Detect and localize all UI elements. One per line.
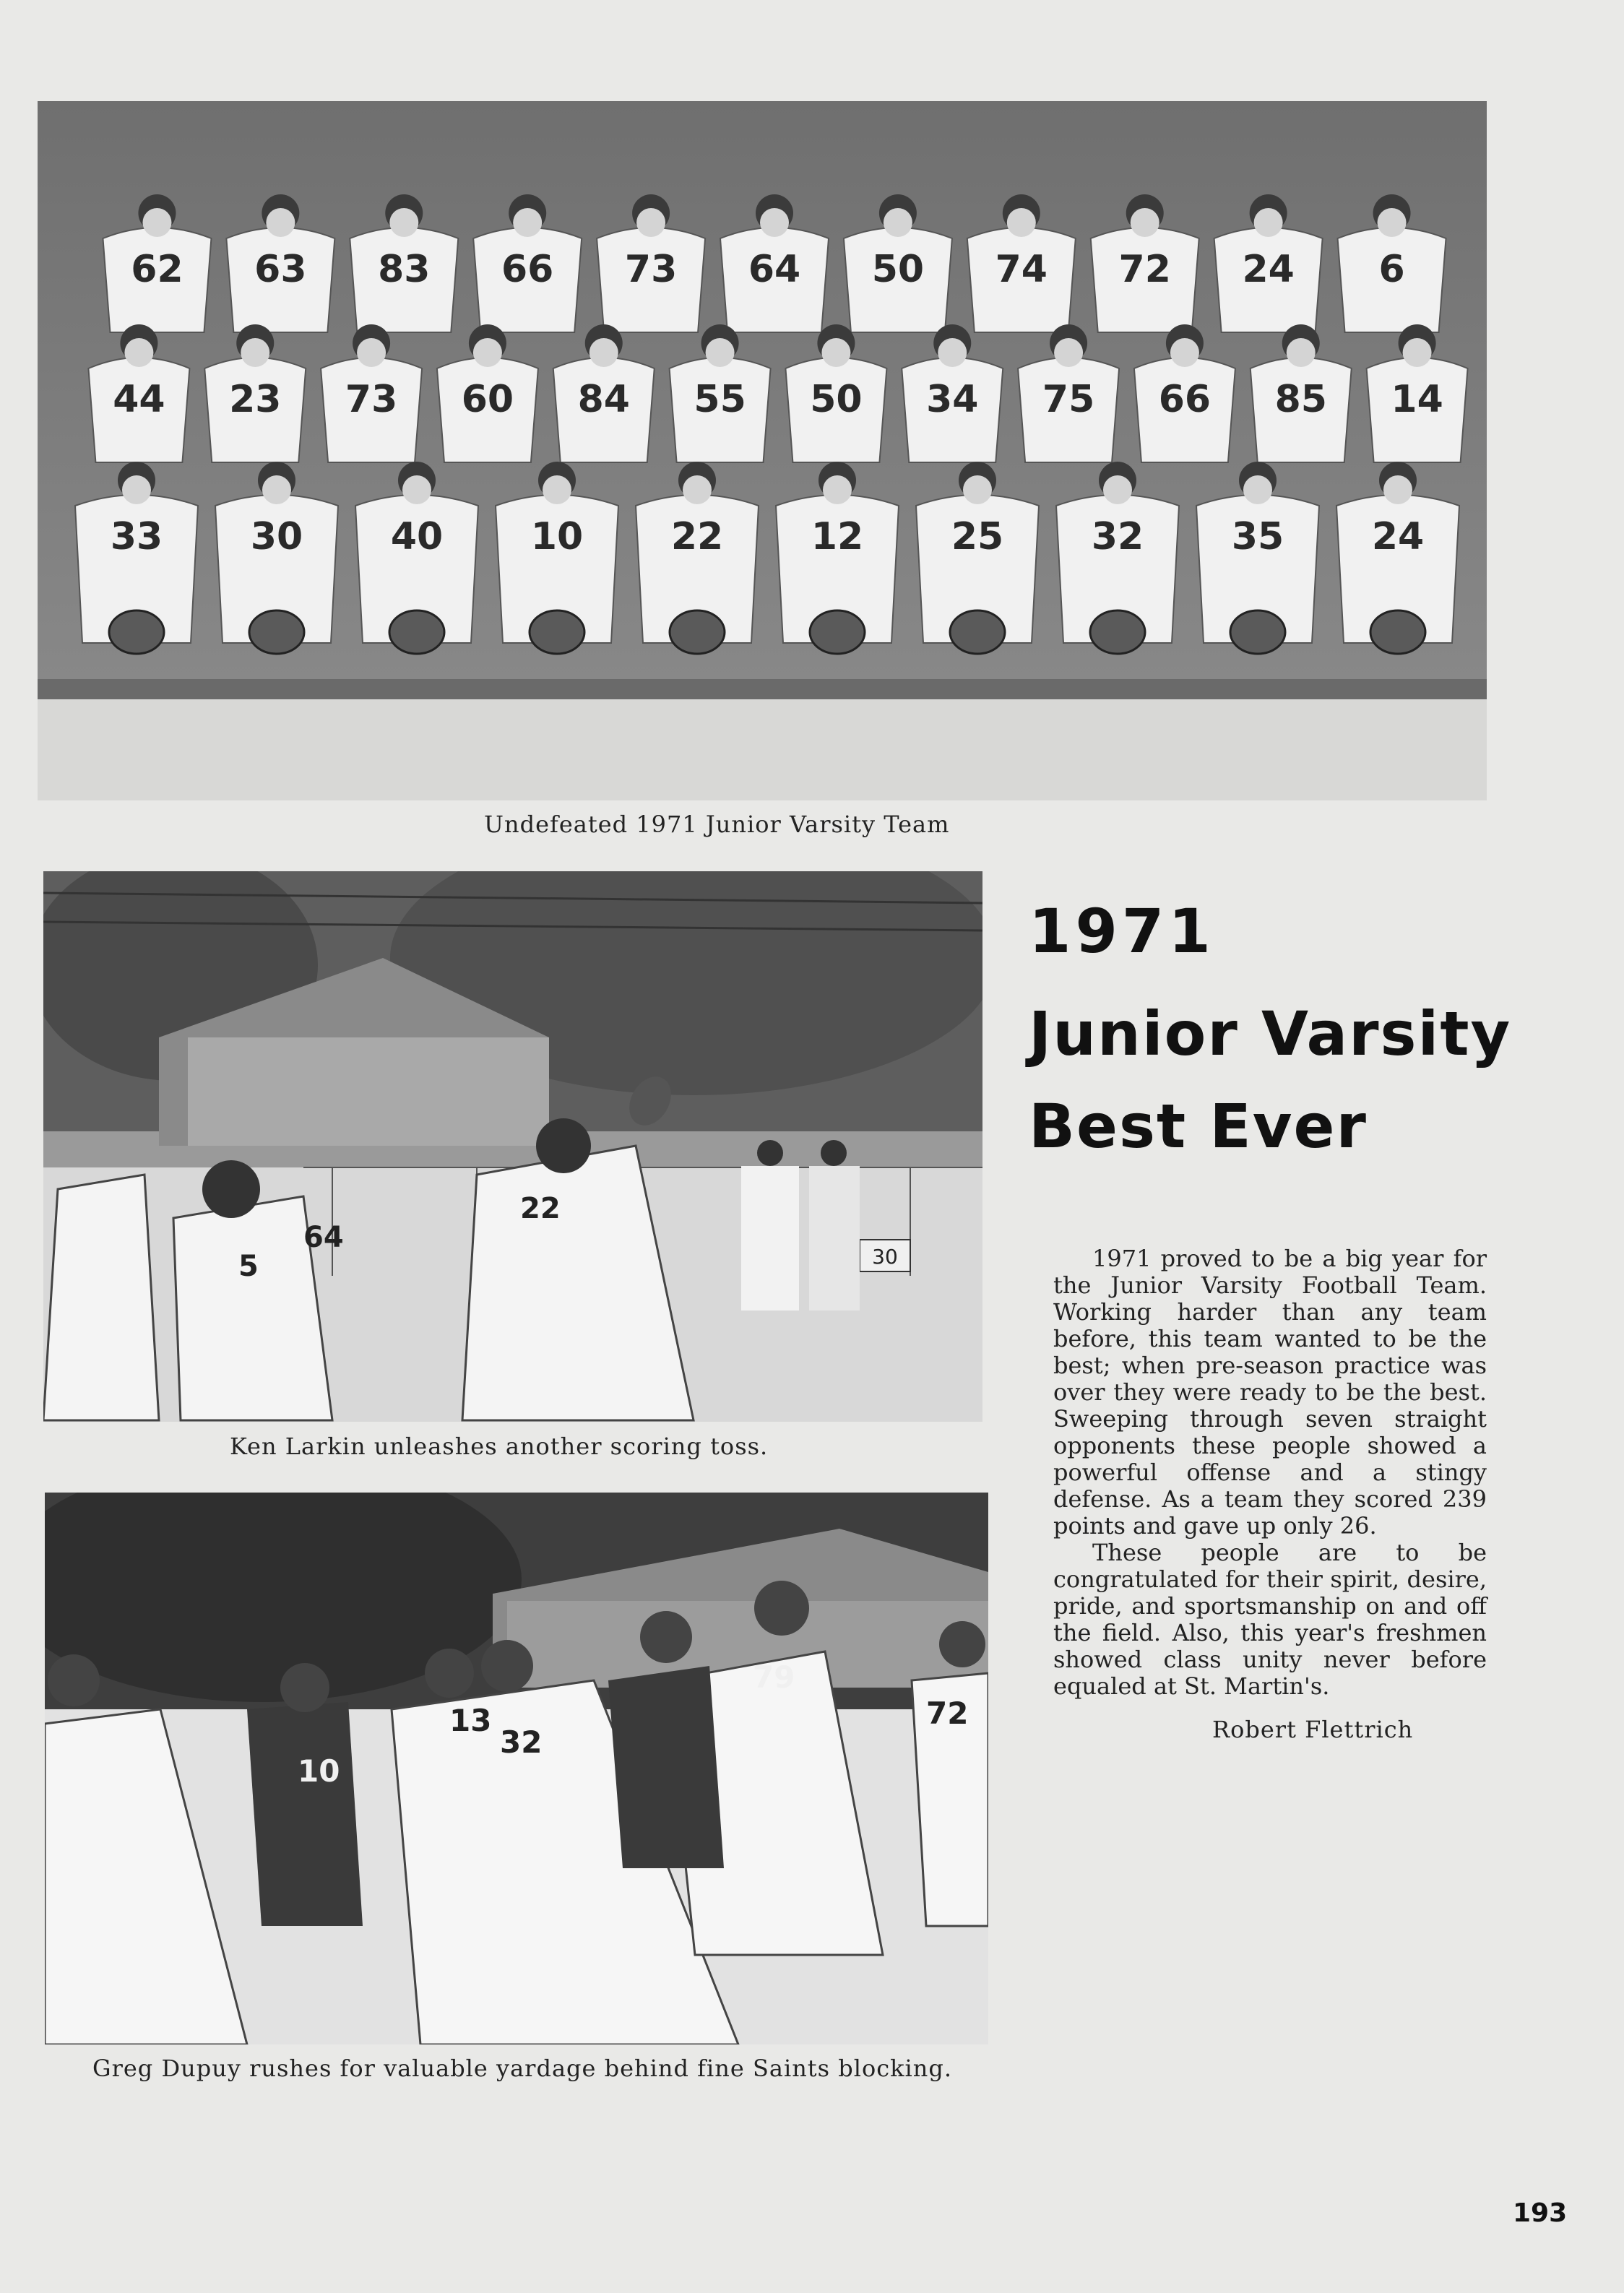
article-paragraph: These people are to be congratulated for their spirit, desire, pride, and sportsmanship on and off the field. Also, this year's freshmen showed class unity never before equaled at St. Martin's. <box>1053 1539 1487 1700</box>
helmet <box>249 610 304 654</box>
article-byline: Robert Flettrich <box>1212 1716 1414 1743</box>
pass-jersey-number: 22 <box>520 1192 561 1225</box>
player-jersey-number: 35 <box>1231 515 1284 558</box>
rush-jersey-number: 79 <box>753 1659 795 1695</box>
article-body <box>1053 1245 1487 1700</box>
player-jersey-number: 73 <box>345 378 398 421</box>
player-face <box>1103 475 1132 504</box>
headline-year: 1971 <box>1029 896 1215 967</box>
player-jersey-number: 74 <box>995 248 1048 291</box>
player-face <box>1007 208 1036 237</box>
player-face <box>262 475 291 504</box>
rush-jersey-number: 13 <box>449 1703 492 1738</box>
player-jersey-number: 22 <box>670 515 724 558</box>
helmet <box>950 610 1005 654</box>
helmet <box>1230 610 1285 654</box>
player-jersey-number: 32 <box>1091 515 1144 558</box>
player-jersey-number: 73 <box>624 248 678 291</box>
pass-photo-scoreboard: 30 <box>872 1245 898 1269</box>
headline-best-ever: Best Ever <box>1029 1091 1368 1162</box>
player-jersey-number: 62 <box>131 248 183 291</box>
player-face <box>1243 475 1272 504</box>
player-jersey-number: 66 <box>1158 378 1211 421</box>
player-face <box>357 338 386 367</box>
player-face <box>963 475 992 504</box>
team-photo <box>38 101 1487 800</box>
player-jersey-number: 66 <box>501 248 554 291</box>
player-face <box>589 338 618 367</box>
helmet <box>1370 610 1425 654</box>
player-face <box>823 475 852 504</box>
team-photo-caption: Undefeated 1971 Junior Varsity Team <box>484 811 950 838</box>
helmet <box>1090 610 1145 654</box>
player-jersey-number: 12 <box>811 515 864 558</box>
player-face <box>124 338 153 367</box>
player-face <box>389 208 418 237</box>
player-face <box>543 475 571 504</box>
helmet <box>810 610 865 654</box>
rush-jersey-number: 10 <box>298 1753 340 1789</box>
rush-photo <box>45 1493 988 2044</box>
player-face <box>142 208 171 237</box>
player-jersey-number: 24 <box>1242 248 1295 291</box>
helmet <box>530 610 584 654</box>
pass-jersey-number: 64 <box>303 1221 344 1254</box>
player-jersey-number: 23 <box>229 378 282 421</box>
player-face <box>266 208 295 237</box>
rush-jersey-number: 32 <box>500 1724 543 1760</box>
player-face <box>1403 338 1432 367</box>
player-jersey-number: 6 <box>1378 248 1405 291</box>
pass-jersey-number: 5 <box>238 1250 259 1283</box>
player-face <box>473 338 502 367</box>
player-jersey-number: 40 <box>390 515 444 558</box>
player-jersey-number: 84 <box>577 378 630 421</box>
player-face <box>938 338 967 367</box>
rush-photo-caption: Greg Dupuy rushes for valuable yardage behind fine Saints blocking. <box>92 2055 953 2082</box>
player-face <box>513 208 542 237</box>
player-jersey-number: 72 <box>1118 248 1171 291</box>
player-jersey-number: 85 <box>1274 378 1327 421</box>
player-jersey-number: 75 <box>1042 378 1095 421</box>
pass-photo <box>43 871 982 1422</box>
article-paragraph: 1971 proved to be a big year for the Junior Varsity Football Team. Working harder than any team before, this team wanted to be the best; when pre-season practice was over they were ready to be the best. Sweeping through seven straight opponents these people showed a powerful offense and a stingy defense. As a team they scored 239 points and gave up only 26. <box>1053 1245 1487 1540</box>
helmet <box>109 610 164 654</box>
player-face <box>706 338 735 367</box>
helmet <box>389 610 444 654</box>
player-face <box>1287 338 1316 367</box>
player-face <box>1170 338 1199 367</box>
player-face <box>884 208 912 237</box>
helmet <box>670 610 725 654</box>
player-jersey-number: 14 <box>1391 378 1443 421</box>
pass-photo-image <box>43 871 982 1422</box>
rush-photo-image <box>45 1493 988 2044</box>
player-face <box>1131 208 1159 237</box>
player-jersey-number: 34 <box>926 378 979 421</box>
player-jersey-number: 63 <box>254 248 307 291</box>
player-face <box>636 208 665 237</box>
headline-junior-varsity: Junior Varsity <box>1029 998 1512 1069</box>
player-jersey-number: 24 <box>1371 515 1425 558</box>
player-face <box>402 475 431 504</box>
pass-photo-caption: Ken Larkin unleashes another scoring toss. <box>230 1433 769 1460</box>
player-jersey-number: 55 <box>694 378 746 421</box>
player-face <box>1054 338 1083 367</box>
player-jersey-number: 25 <box>951 515 1004 558</box>
player-jersey-number: 50 <box>871 248 925 291</box>
page-number: 193 <box>1513 2198 1568 2228</box>
player-jersey-number: 50 <box>810 378 863 421</box>
player-face <box>1254 208 1283 237</box>
player-jersey-number: 10 <box>530 515 584 558</box>
player-face <box>122 475 151 504</box>
player-jersey-number: 30 <box>250 515 303 558</box>
player-face <box>1378 208 1407 237</box>
player-face <box>241 338 269 367</box>
player-jersey-number: 83 <box>378 248 431 291</box>
player-face <box>760 208 789 237</box>
player-face <box>1383 475 1412 504</box>
player-jersey-number: 64 <box>748 248 801 291</box>
player-jersey-number: 60 <box>461 378 514 421</box>
player-jersey-number: 33 <box>110 515 163 558</box>
player-jersey-number: 44 <box>113 378 165 421</box>
player-face <box>821 338 850 367</box>
rush-jersey-number: 72 <box>926 1696 969 1731</box>
player-face <box>683 475 712 504</box>
team-photo-image <box>38 101 1487 800</box>
